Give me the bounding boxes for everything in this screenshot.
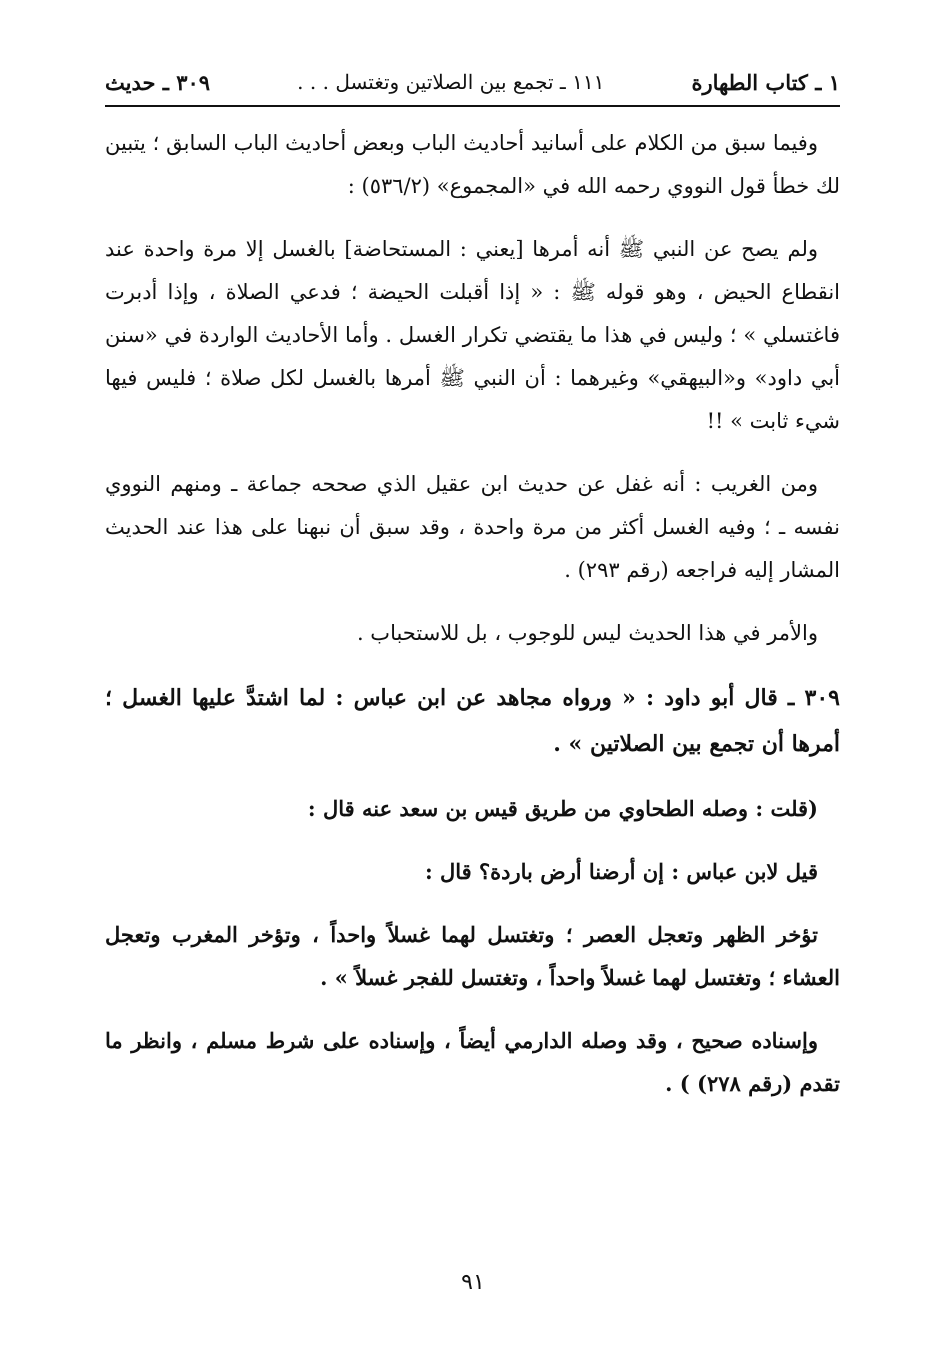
page-number: ٩١ — [461, 1270, 485, 1295]
paragraph-question: قيل لابن عباس : إن أرضنا أرض باردة؟ قال : — [424, 859, 818, 884]
paragraph-answer: تؤخر الظهر وتعجل العصر ؛ وتغتسل لهما غسلاً واحداً ، وتؤخر المغرب وتعجل العشاء ؛ وتغتسل لهما غسلاً واحداً ، وتغتسل للفجر غسلاً » . — [105, 922, 840, 990]
paragraph-note: (قلت : وصله الطحاوي من طريق قيس بن سعد عنه قال : — [307, 796, 818, 821]
hadith-reference: ٣٠٩ ـ حديث — [105, 69, 211, 95]
book-title: ١ ـ كتاب الطهارة — [691, 69, 840, 95]
paragraph-command: والأمر في هذا الحديث ليس للوجوب ، بل للاستحباب . — [356, 621, 818, 645]
paragraph-strange: ومن الغريب : أنه غفل عن حديث ابن عقيل الذي صححه جماعة ـ ومنهم النووي نفسه ـ ؛ وفيه الغسل أكثر من مرة واحدة ، وقد سبق أن نبهنا على هذا عند الحديث المشار إليه فراجعه (رقم ٢٩٣) . — [105, 472, 840, 582]
running-header — [105, 62, 840, 102]
paragraph-isnad: وإسناده صحيح ، وقد وصله الدارمي أيضاً ، وإسناده على شرط مسلم ، وانظر ما تقدم (رقم ٢٧٨) ) . — [105, 1028, 840, 1096]
paragraph-intro: وفيما سبق من الكلام على أسانيد أحاديث الباب وبعض أحاديث الباب السابق ؛ يتبين لك خطأ قول النووي رحمه الله في «المجموع» (٥٣٦/٢) : — [105, 131, 840, 198]
page-body — [105, 122, 840, 1125]
paragraph-nawawi-quote: ولم يصح عن النبي ﷺ أنه أمرها [يعني : المستحاضة] بالغسل إلا مرة واحدة عند انقطاع الحيض ، وهو قوله ﷺ : « إذا أقبلت الحيضة ؛ فدعي الصلاة ، وإذا أدبرت فاغتسلي » ؛ وليس في هذا ما يقتضي تكرار الغسل . وأما الأحاديث الواردة في «سنن أبي داود» و«البيهقي» وغيرهما : أن النبي ﷺ أمرها بالغسل لكل صلاة ؛ فليس فيها شيء ثابت » !! — [105, 237, 840, 433]
header-divider — [105, 105, 840, 107]
chapter-title: ١١١ ـ تجمع بين الصلاتين وتغتسل . . . — [297, 70, 605, 94]
hadith-309: ٣٠٩ ـ قال أبو داود : « ورواه مجاهد عن ابن عباس : لما اشتدَّ عليها الغسل ؛ أمرها أن تجمع بين الصلاتين » . — [105, 685, 840, 757]
